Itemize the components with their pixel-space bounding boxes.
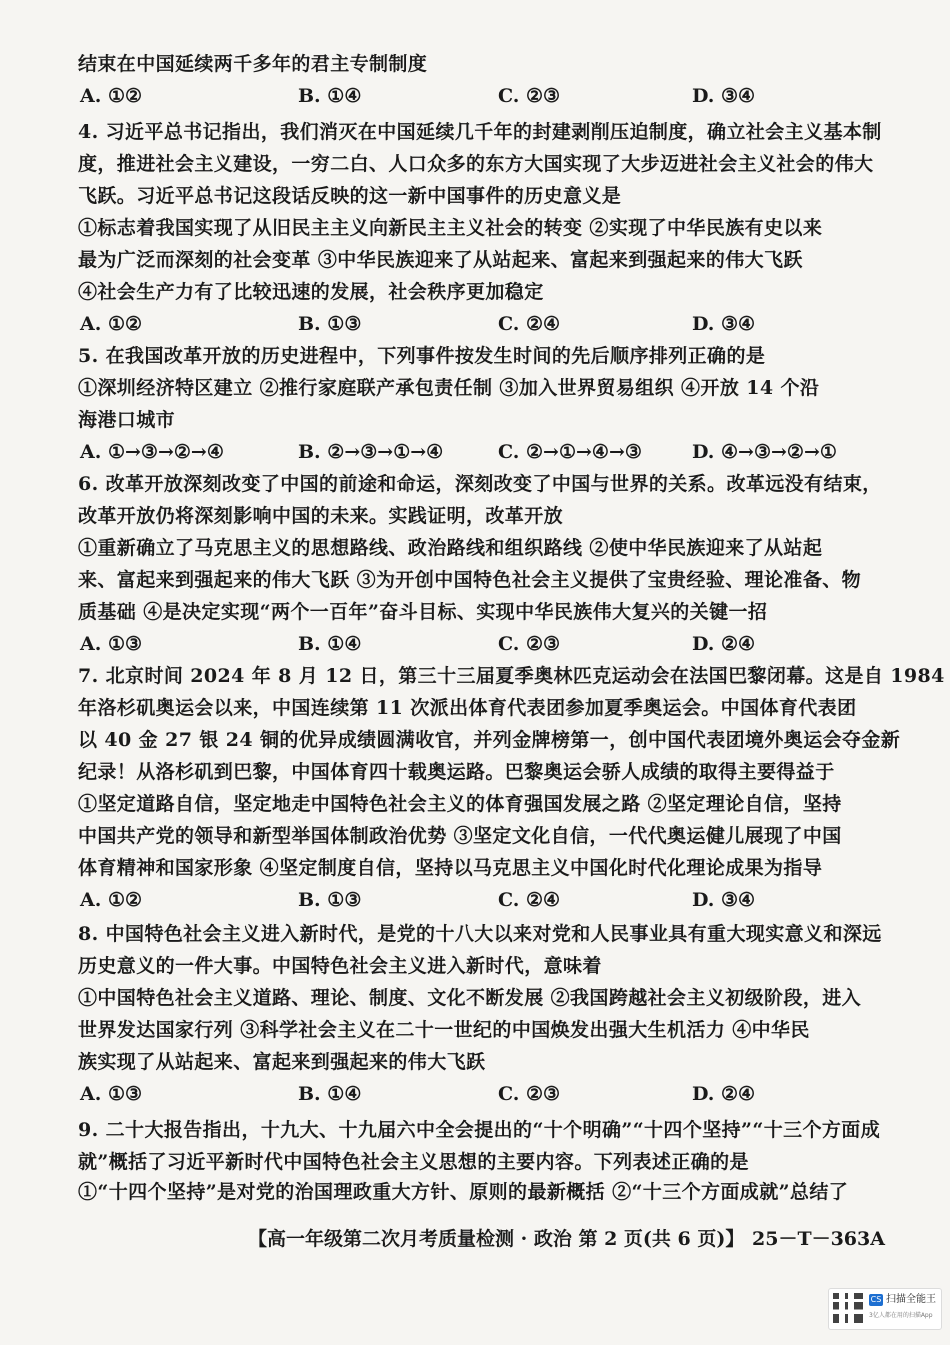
- text-line: 结束在中国延续两千多年的君主专制制度: [78, 53, 428, 75]
- option-b: B. ②→③→①→④: [298, 441, 444, 463]
- text-line: 族实现了从站起来、富起来到强起来的伟大飞跃: [78, 1051, 486, 1073]
- scanner-tagline: 3亿人都在用的扫描App: [869, 1312, 933, 1319]
- qr-code-icon: [833, 1293, 863, 1323]
- text-line: 历史意义的一件大事。中国特色社会主义进入新时代，意味着: [78, 955, 602, 977]
- option-d: D. ②④: [692, 633, 756, 655]
- option-a: A. ①③: [80, 633, 143, 655]
- option-c: C. ②③: [498, 1083, 561, 1105]
- question-5-stem: 5. 在我国改革开放的历史进程中，下列事件按发生时间的先后顺序排列正确的是: [78, 345, 766, 367]
- text-line: 来、富起来到强起来的伟大飞跃 ③为开创中国特色社会主义提供了宝贵经验、理论准备、物: [78, 569, 862, 591]
- cs-logo-icon: CS: [870, 1295, 882, 1304]
- text-line: 世界发达国家行列 ③科学社会主义在二十一世纪的中国焕发出强大生机活力 ④中华民: [78, 1019, 810, 1041]
- question-6-stem: 6. 改革开放深刻改变了中国的前途和命运，深刻改变了中国与世界的关系。改革远没有结束，: [78, 473, 882, 495]
- option-d: D. ③④: [692, 313, 756, 335]
- answer-options-q4: [80, 310, 900, 338]
- text-line: 纪录！从洛杉矶到巴黎，中国体育四十载奥运路。巴黎奥运会骄人成绩的取得主要得益于: [78, 761, 835, 783]
- option-b: B. ①④: [298, 85, 362, 107]
- option-a: A. ①→③→②→④: [80, 441, 224, 463]
- option-d: D. ③④: [692, 889, 756, 911]
- option-a: A. ①②: [80, 313, 143, 335]
- text-line: ①中国特色社会主义道路、理论、制度、文化不断发展 ②我国跨越社会主义初级阶段，进入: [78, 987, 862, 1009]
- text-line: ①重新确立了马克思主义的思想路线、政治路线和组织路线 ②使中华民族迎来了从站起: [78, 537, 823, 559]
- footer-code: 25－T－363A: [752, 1228, 885, 1250]
- scanner-watermark: [828, 1288, 942, 1330]
- option-c: C. ②③: [498, 85, 561, 107]
- option-d: D. ②④: [692, 1083, 756, 1105]
- answer-options-q5: [80, 438, 900, 466]
- footer-title: 【高一年级第二次月考质量检测 · 政治 第 2 页(共 6 页)】: [248, 1228, 745, 1250]
- option-c: C. ②③: [498, 633, 561, 655]
- text-line: ①标志着我国实现了从旧民主主义向新民主主义社会的转变 ②实现了中华民族有史以来: [78, 217, 823, 239]
- text-line: 度，推进社会主义建设，一穷二白、人口众多的东方大国实现了大步迈进社会主义社会的伟大: [78, 153, 874, 175]
- answer-options-q7: [80, 886, 900, 914]
- option-d: D. ④→③→②→①: [692, 441, 837, 463]
- text-line: 体育精神和国家形象 ④坚定制度自信，坚持以马克思主义中国化时代化理论成果为指导: [78, 857, 823, 879]
- question-8-stem: 8. 中国特色社会主义进入新时代，是党的十八大以来对党和人民事业具有重大现实意义和深远: [78, 923, 882, 945]
- question-9-stem: 9. 二十大报告指出，十九大、十九届六中全会提出的“十个明确”“十四个坚持”“十三个方面成: [78, 1119, 881, 1141]
- text-line: 海港口城市: [78, 409, 176, 431]
- option-c: C. ②④: [498, 889, 561, 911]
- text-line: ④社会生产力有了比较迅速的发展，社会秩序更加稳定: [78, 281, 544, 303]
- option-a: A. ①②: [80, 889, 143, 911]
- option-b: B. ①④: [298, 633, 362, 655]
- text-line: 就”概括了习近平新时代中国特色社会主义思想的主要内容。下列表述正确的是: [78, 1151, 749, 1173]
- text-line: 以 40 金 27 银 24 铜的优异成绩圆满收官，并列金牌榜第一，创中国代表团境外奥运会夺金新: [78, 729, 901, 751]
- option-b: B. ①③: [298, 889, 362, 911]
- question-4-stem: 4. 习近平总书记指出，我们消灭在中国延续几千年的封建剥削压迫制度，确立社会主义基本制: [78, 121, 882, 143]
- option-b: B. ①③: [298, 313, 362, 335]
- text-line: 质基础 ④是决定实现“两个一百年”奋斗目标、实现中华民族伟大复兴的关键一招: [78, 601, 768, 623]
- option-c: C. ②④: [498, 313, 561, 335]
- option-a: A. ①②: [80, 85, 143, 107]
- option-b: B. ①④: [298, 1083, 362, 1105]
- option-c: C. ②→①→④→③: [498, 441, 642, 463]
- text-line: 飞跃。习近平总书记这段话反映的这一新中国事件的历史意义是: [78, 185, 622, 207]
- scanner-name: 扫描全能王: [886, 1294, 936, 1305]
- text-line: 年洛杉矶奥运会以来，中国连续第 11 次派出体育代表团参加夏季奥运会。中国体育代表团: [78, 697, 857, 719]
- text-line: 改革开放仍将深刻影响中国的未来。实践证明，改革开放: [78, 505, 564, 527]
- text-line: ①“十四个坚持”是对党的治国理政重大方针、原则的最新概括 ②“十三个方面成就”总结了: [78, 1181, 849, 1203]
- text-line: ①坚定道路自信，坚定地走中国特色社会主义的体育强国发展之路 ②坚定理论自信，坚持: [78, 793, 842, 815]
- answer-options-q6: [80, 630, 900, 658]
- text-line: ①深圳经济特区建立 ②推行家庭联产承包责任制 ③加入世界贸易组织 ④开放 14 个沿: [78, 377, 820, 399]
- option-d: D. ③④: [692, 85, 756, 107]
- text-line: 中国共产党的领导和新型举国体制政治优势 ③坚定文化自信，一代代奥运健儿展现了中国: [78, 825, 842, 847]
- answer-options-q8: [80, 1080, 900, 1108]
- text-line: 最为广泛而深刻的社会变革 ③中华民族迎来了从站起来、富起来到强起来的伟大飞跃: [78, 249, 803, 271]
- question-7-stem: 7. 北京时间 2024 年 8 月 12 日，第三十三届夏季奥林匹克运动会在法国巴黎闭幕。这是自 1984: [78, 665, 945, 687]
- answer-options-q3: [80, 82, 900, 110]
- option-a: A. ①③: [80, 1083, 143, 1105]
